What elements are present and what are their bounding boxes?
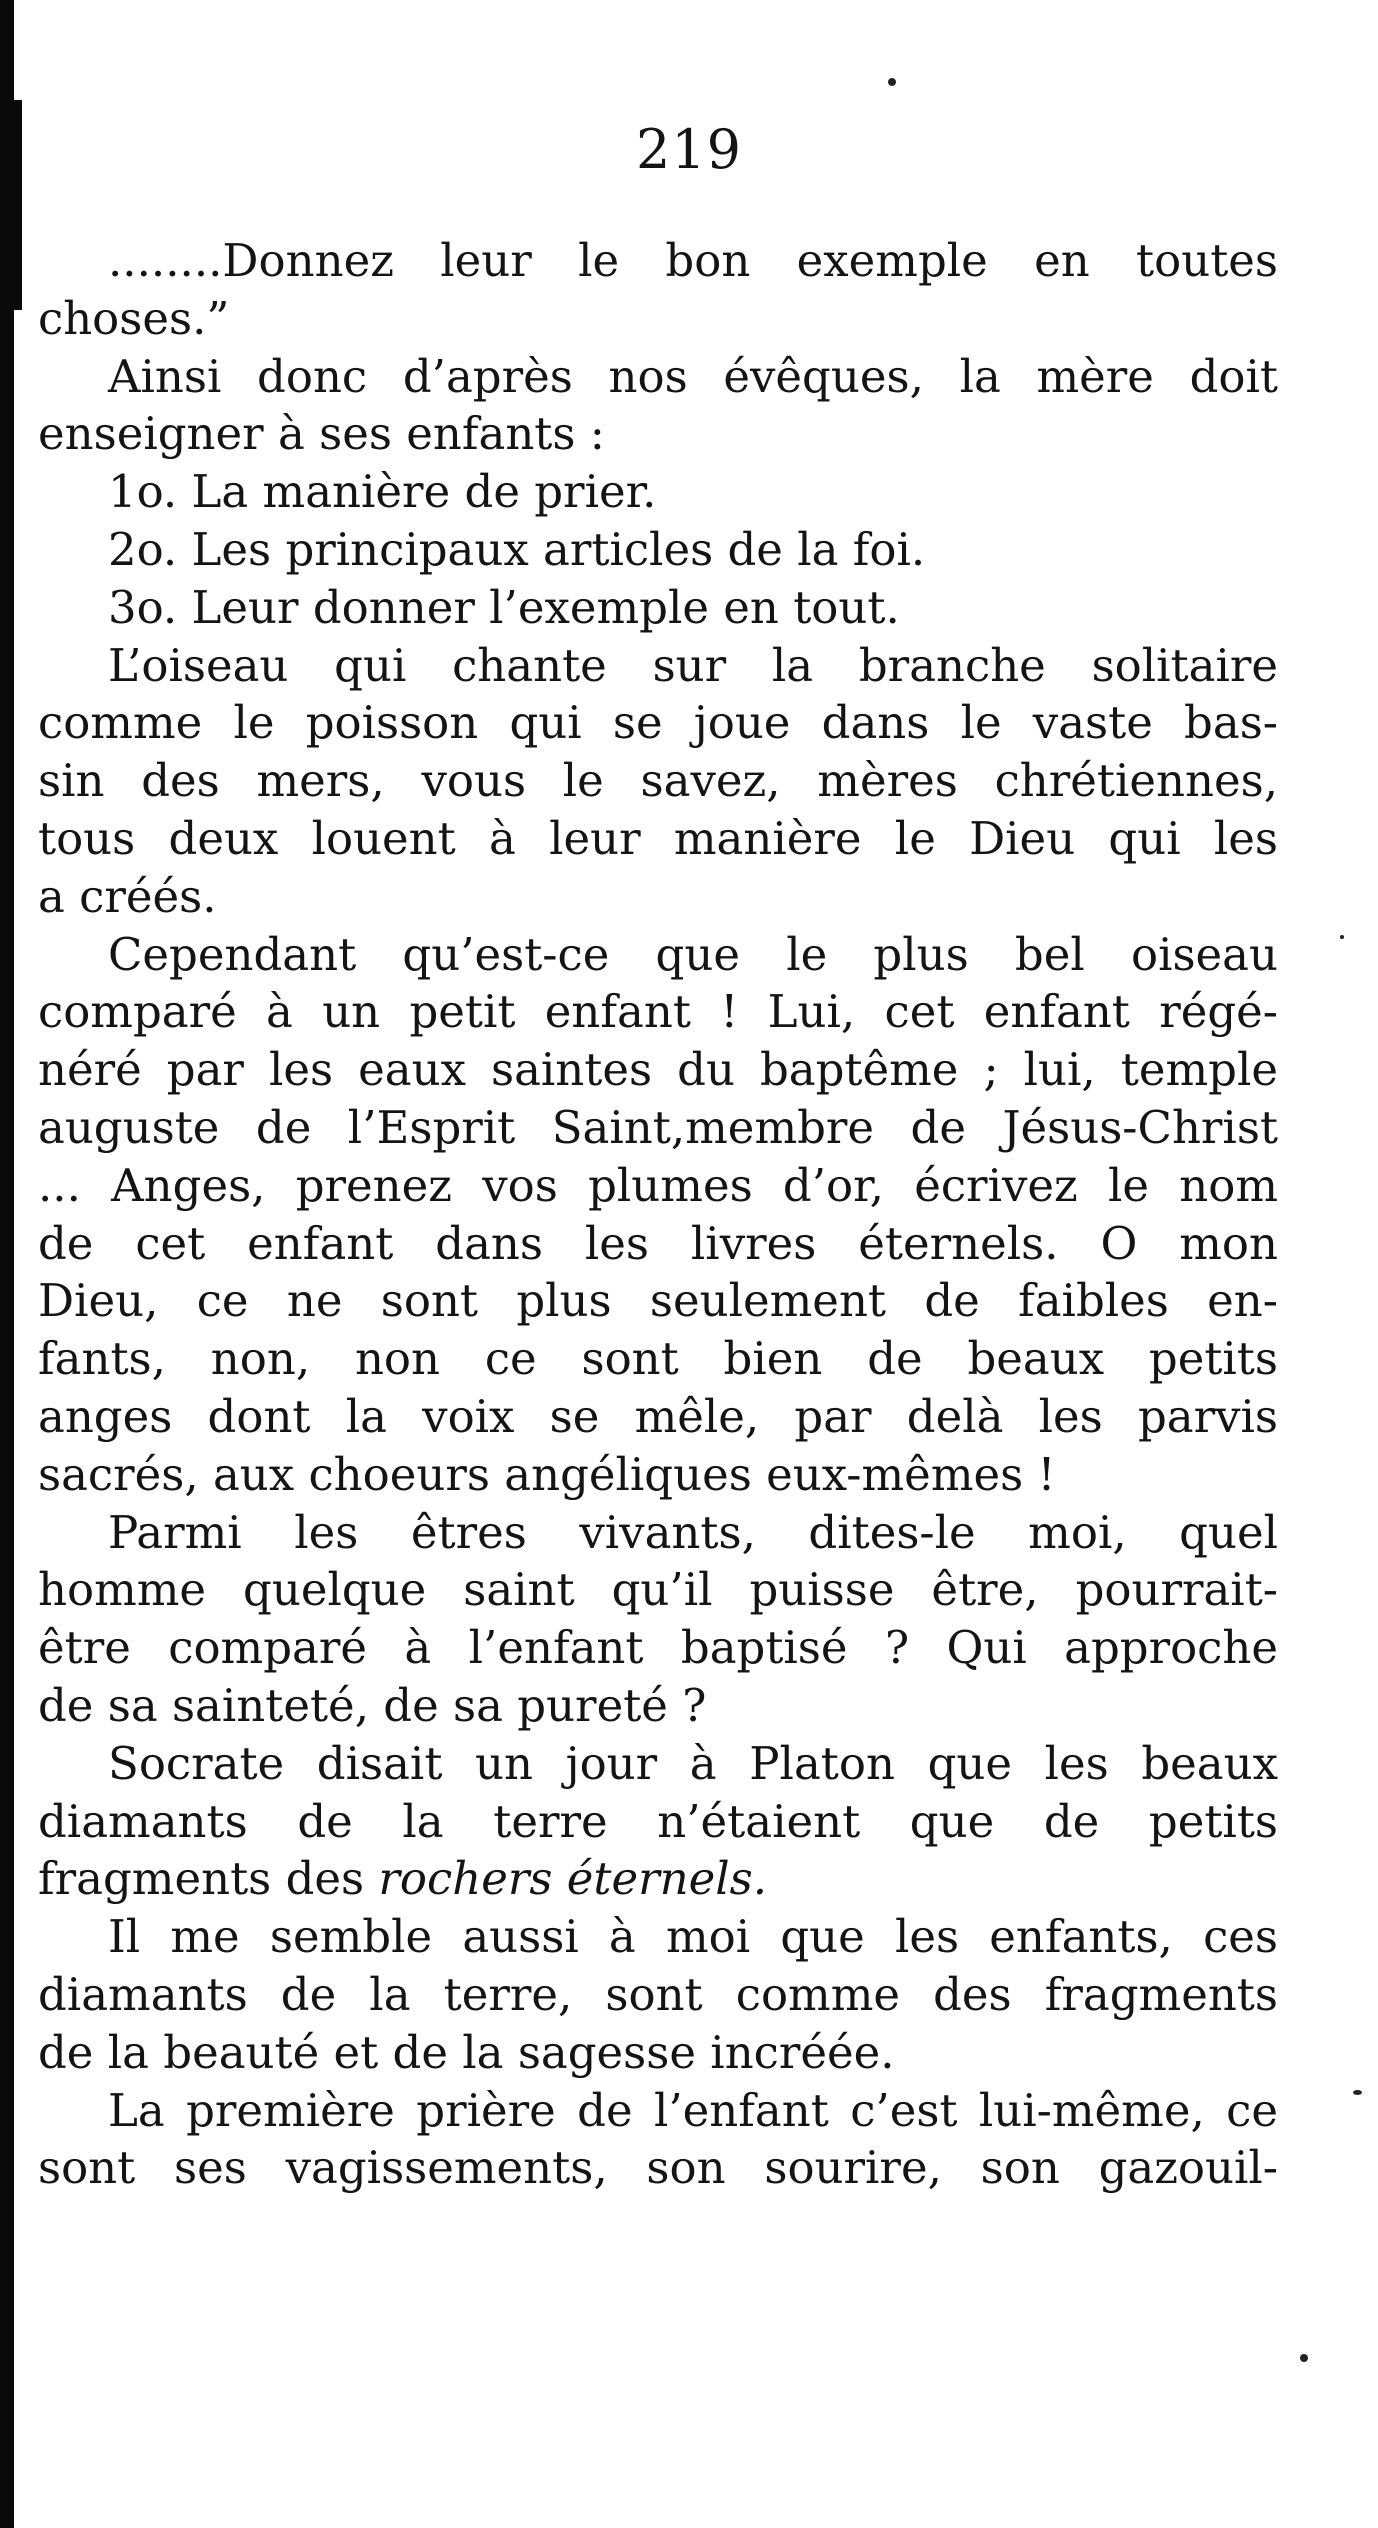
text-line bbox=[38, 983, 1278, 1041]
print-speck bbox=[1353, 2090, 1362, 2095]
text-line-content: être comparé à l’enfant baptisé ? Qui approche bbox=[38, 1621, 1278, 1675]
text-line bbox=[38, 1561, 1278, 1619]
text-line bbox=[38, 579, 1278, 637]
text-line bbox=[38, 637, 1278, 695]
print-speck bbox=[1340, 935, 1344, 939]
text-line bbox=[38, 2024, 1278, 2082]
text-line-content: diamants de la terre, sont comme des fragments bbox=[38, 1967, 1278, 2021]
text-line bbox=[38, 1735, 1278, 1793]
text-line bbox=[38, 2139, 1278, 2197]
text-line bbox=[38, 1966, 1278, 2024]
text-line bbox=[38, 405, 1278, 463]
italic-phrase: rochers éternels. bbox=[378, 1852, 767, 1906]
print-speck bbox=[1300, 2354, 1308, 2362]
text-line-content: fants, non, non ce sont bien de beaux petits bbox=[38, 1332, 1278, 1386]
text-line-content: de sa sainteté, de sa pureté ? bbox=[38, 1678, 707, 1732]
text-line bbox=[38, 1157, 1278, 1215]
text-line-content: enseigner à ses enfants : bbox=[38, 407, 605, 461]
text-line bbox=[38, 752, 1278, 810]
text-line bbox=[38, 1272, 1278, 1330]
text-line-content: comme le poisson qui se joue dans le vaste bas- bbox=[38, 696, 1278, 750]
text-line-content: Socrate disait un jour à Platon que les beaux bbox=[108, 1736, 1278, 1790]
text-line bbox=[38, 1099, 1278, 1157]
text-line bbox=[38, 868, 1278, 926]
text-line-content: auguste de l’Esprit Saint,membre de Jésus-Christ bbox=[38, 1100, 1278, 1154]
text-line-content: 3o. Leur donner l’exemple en tout. bbox=[108, 580, 900, 634]
text-line-content: L’oiseau qui chante sur la branche solitaire bbox=[108, 638, 1278, 692]
text-line-content: sacrés, aux choeurs angéliques eux-mêmes ! bbox=[38, 1447, 1056, 1501]
text-line-content: ........Donnez leur le bon exemple en toutes bbox=[108, 234, 1278, 287]
text-line-content: homme quelque saint qu’il puisse être, pourrait- bbox=[38, 1563, 1278, 1617]
text-line-content: Dieu, ce ne sont plus seulement de faibles en- bbox=[38, 1274, 1278, 1328]
text-line-content: comparé à un petit enfant ! Lui, cet enfant régé- bbox=[38, 985, 1278, 1039]
text-line-content: sin des mers, vous le savez, mères chrétiennes, bbox=[38, 754, 1278, 808]
text-line-content: ... Anges, prenez vos plumes d’or, écrivez le nom bbox=[38, 1158, 1278, 1212]
text-line bbox=[38, 1850, 1278, 1908]
text-line bbox=[38, 1215, 1278, 1273]
text-line-content: de cet enfant dans les livres éternels. O mon bbox=[38, 1216, 1278, 1270]
text-line bbox=[38, 1793, 1278, 1851]
text-line-content: choses.” bbox=[38, 291, 230, 345]
text-line-content: Parmi les êtres vivants, dites-le moi, quel bbox=[108, 1505, 1278, 1559]
text-line bbox=[38, 521, 1278, 579]
text-line-content: Il me semble aussi à moi que les enfants, ces bbox=[108, 1910, 1278, 1964]
text-line-content: 1o. La manière de prier. bbox=[108, 465, 657, 519]
text-line-content: a créés. bbox=[38, 869, 217, 923]
text-line bbox=[38, 1041, 1278, 1099]
text-line-content: fragments des bbox=[38, 1852, 379, 1906]
text-line bbox=[38, 232, 1278, 290]
text-line bbox=[38, 1619, 1278, 1677]
text-line bbox=[38, 810, 1278, 868]
text-line-content: anges dont la voix se mêle, par delà les parvis bbox=[38, 1389, 1278, 1443]
text-line bbox=[38, 1330, 1278, 1388]
text-line bbox=[38, 2082, 1278, 2140]
text-line-content: diamants de la terre n’étaient que de petits bbox=[38, 1794, 1278, 1848]
page-number: 219 bbox=[635, 118, 743, 181]
text-line-content: sont ses vagissements, son sourire, son gazouil- bbox=[38, 2141, 1278, 2195]
text-line bbox=[38, 694, 1278, 752]
print-speck bbox=[888, 78, 896, 86]
text-line-content: de la beauté et de la sagesse incréée. bbox=[38, 2025, 895, 2079]
body-text bbox=[38, 232, 1278, 2197]
text-line-content: 2o. Les principaux articles de la foi. bbox=[108, 522, 926, 576]
text-line-content: tous deux louent à leur manière le Dieu qui les bbox=[38, 811, 1278, 865]
text-line bbox=[38, 1446, 1278, 1504]
text-line-content: La première prière de l’enfant c’est lui-même, ce bbox=[108, 2083, 1278, 2137]
text-line bbox=[38, 463, 1278, 521]
text-line bbox=[38, 926, 1278, 984]
text-line bbox=[38, 348, 1278, 406]
text-line bbox=[38, 1388, 1278, 1446]
page-spine-edge bbox=[0, 0, 14, 2528]
text-line bbox=[38, 1504, 1278, 1562]
text-line-content: Cependant qu’est-ce que le plus bel oiseau bbox=[108, 927, 1278, 981]
text-line bbox=[38, 1908, 1278, 1966]
text-line bbox=[38, 290, 1278, 348]
text-line-content: Ainsi donc d’après nos évêques, la mère doit bbox=[108, 349, 1278, 403]
text-line-content: néré par les eaux saintes du baptême ; lui, temple bbox=[38, 1043, 1278, 1097]
text-line bbox=[38, 1677, 1278, 1735]
